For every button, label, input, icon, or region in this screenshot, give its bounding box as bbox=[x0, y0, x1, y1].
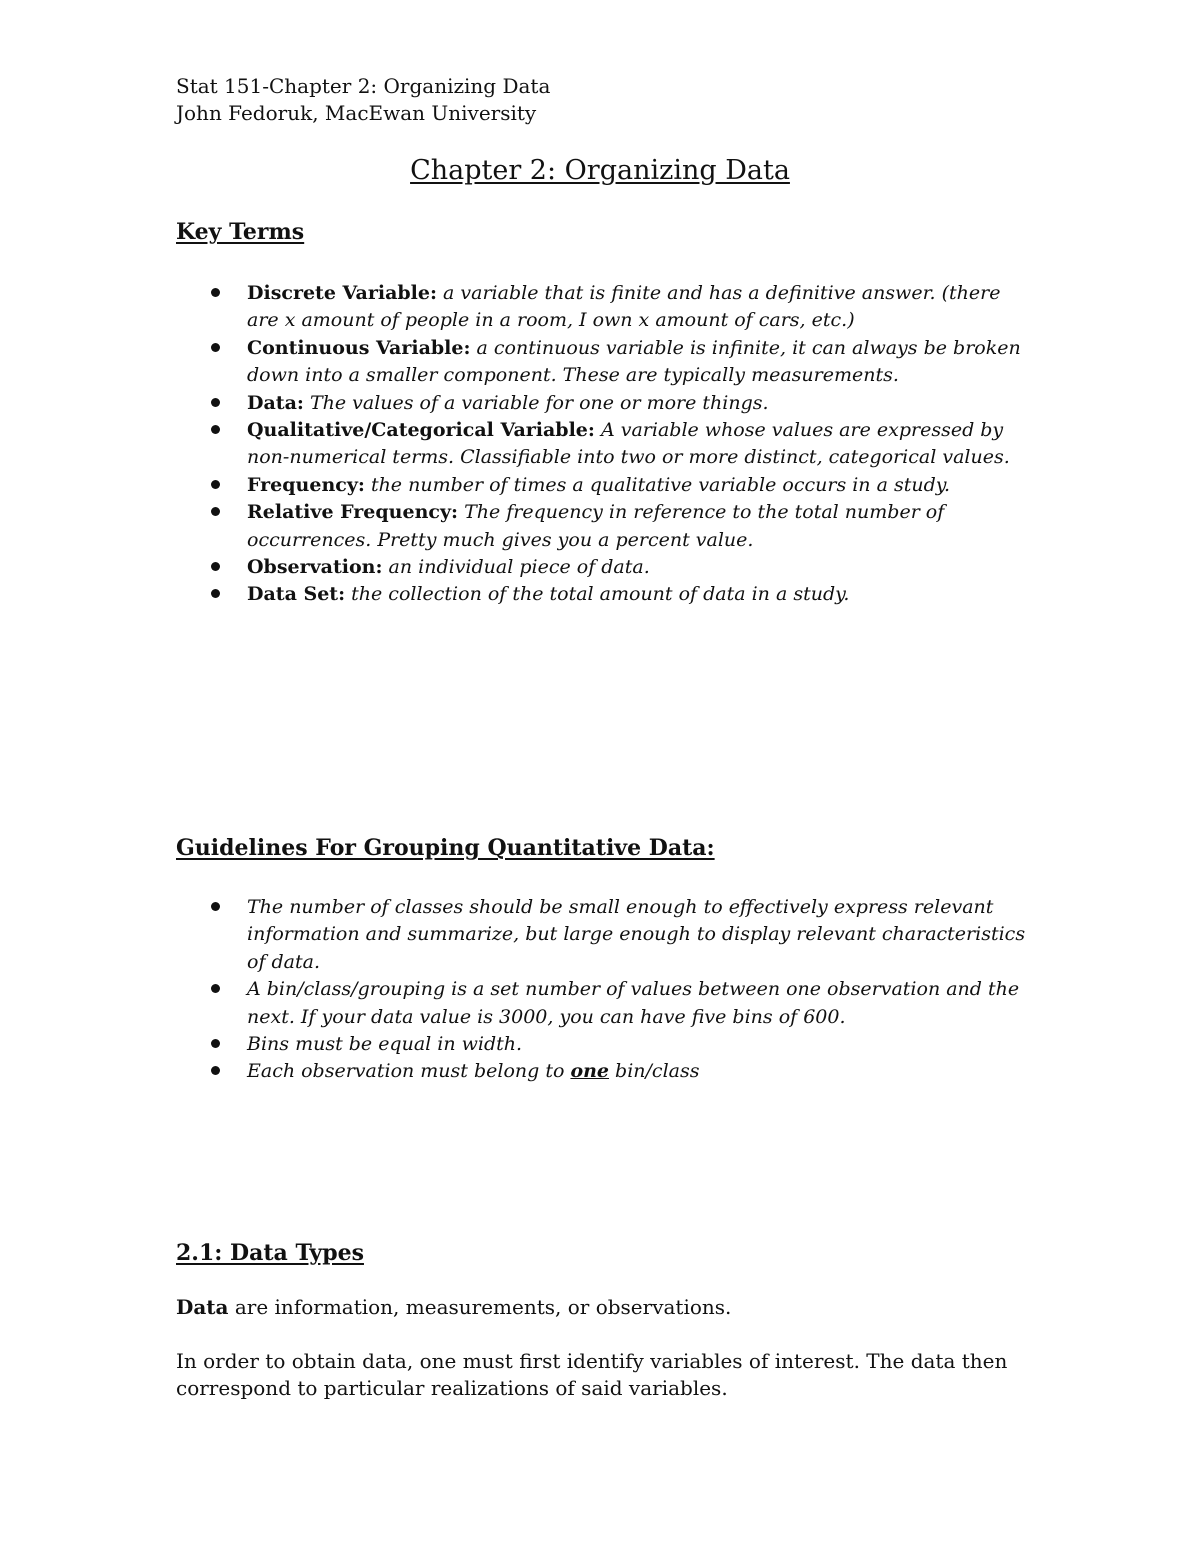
guideline-item bbox=[176, 894, 1036, 976]
key-term-label: Observation: bbox=[247, 556, 383, 579]
key-term-item bbox=[176, 417, 1036, 472]
header-course-line: Stat 151-Chapter 2: Organizing Data bbox=[176, 74, 551, 98]
key-term-label: Frequency: bbox=[247, 473, 365, 496]
key-terms-list bbox=[176, 280, 1036, 609]
guideline-text: Bins must be equal in width. bbox=[247, 1033, 523, 1056]
bullet-icon bbox=[211, 589, 220, 598]
key-term-item bbox=[176, 581, 1036, 608]
guidelines-heading: Guidelines For Grouping Quantitative Data: bbox=[176, 835, 715, 861]
key-term-definition: The frequency in reference to the total number of occurrences. Pretty much gives you a percent value. bbox=[247, 501, 945, 551]
key-term-label: Relative Frequency: bbox=[247, 501, 459, 524]
key-term-item bbox=[176, 499, 1036, 554]
key-term-label: Continuous Variable: bbox=[247, 336, 471, 359]
guideline-text-before: Each observation must belong to bbox=[247, 1060, 571, 1083]
key-term-definition: the number of times a qualitative variable occurs in a study. bbox=[370, 473, 950, 496]
key-term-item bbox=[176, 280, 1036, 335]
guideline-text bbox=[247, 1060, 699, 1082]
key-term-item bbox=[176, 472, 1036, 499]
bullet-icon bbox=[211, 562, 220, 571]
bullet-icon bbox=[211, 343, 220, 352]
guideline-text: The number of classes should be small enough to effectively express relevant information and summarize, but large enough to display relevant characteristics of data. bbox=[247, 896, 1026, 973]
key-term-label: Qualitative/Categorical Variable: bbox=[247, 419, 595, 442]
bullet-icon bbox=[211, 480, 220, 489]
guideline-text: A bin/class/grouping is a set number of values between one observation and the next. If your data value is 3000, you can have five bins of 600. bbox=[247, 978, 1020, 1028]
page-title: Chapter 2: Organizing Data bbox=[410, 155, 790, 186]
header-author-line: John Fedoruk, MacEwan University bbox=[176, 101, 537, 125]
key-term-definition: a variable that is finite and has a definitive answer. (there are x amount of people in a room, I own x amount of cars, etc.) bbox=[247, 282, 1001, 332]
key-term-definition: A variable whose values are expressed by non-numerical terms. Classifiable into two or more distinct, categorical values. bbox=[247, 419, 1010, 469]
key-term-label: Data Set: bbox=[247, 583, 346, 606]
key-term-definition: The values of a variable for one or more things. bbox=[309, 391, 769, 414]
data-types-heading: 2.1: Data Types bbox=[176, 1240, 364, 1266]
data-term: Data bbox=[176, 1295, 229, 1319]
variables-paragraph: In order to obtain data, one must first identify variables of interest. The data then correspond to particular realizations of said variables. bbox=[176, 1349, 1008, 1401]
key-term-label: Discrete Variable: bbox=[247, 282, 437, 304]
guideline-item bbox=[176, 1031, 1036, 1058]
key-term-item bbox=[176, 335, 1036, 390]
key-term-label: Data: bbox=[247, 391, 304, 414]
key-terms-heading: Key Terms bbox=[176, 219, 305, 245]
key-term-definition: a continuous variable is infinite, it can always be broken down into a smaller component. These are typically measurements. bbox=[247, 336, 1021, 387]
guideline-text-after: bin/class bbox=[609, 1060, 700, 1083]
guideline-emphasis: one bbox=[570, 1060, 610, 1083]
bullet-icon bbox=[211, 507, 220, 516]
guideline-item bbox=[176, 1058, 1036, 1085]
bullet-icon bbox=[211, 398, 220, 407]
key-term-item bbox=[176, 390, 1036, 417]
data-definition-text: are information, measurements, or observations. bbox=[228, 1295, 732, 1319]
key-term-definition: an individual piece of data. bbox=[388, 556, 650, 579]
guidelines-list bbox=[176, 894, 1036, 1086]
bullet-icon bbox=[211, 902, 220, 911]
data-definition-paragraph bbox=[176, 1294, 1036, 1321]
key-term-definition: the collection of the total amount of data in a study. bbox=[351, 583, 850, 606]
bullet-icon bbox=[211, 288, 220, 297]
bullet-icon bbox=[211, 425, 220, 434]
key-term-item bbox=[176, 554, 1036, 581]
bullet-icon bbox=[211, 1066, 220, 1075]
bullet-icon bbox=[211, 1039, 220, 1048]
guideline-item bbox=[176, 976, 1036, 1031]
bullet-icon bbox=[211, 984, 220, 993]
